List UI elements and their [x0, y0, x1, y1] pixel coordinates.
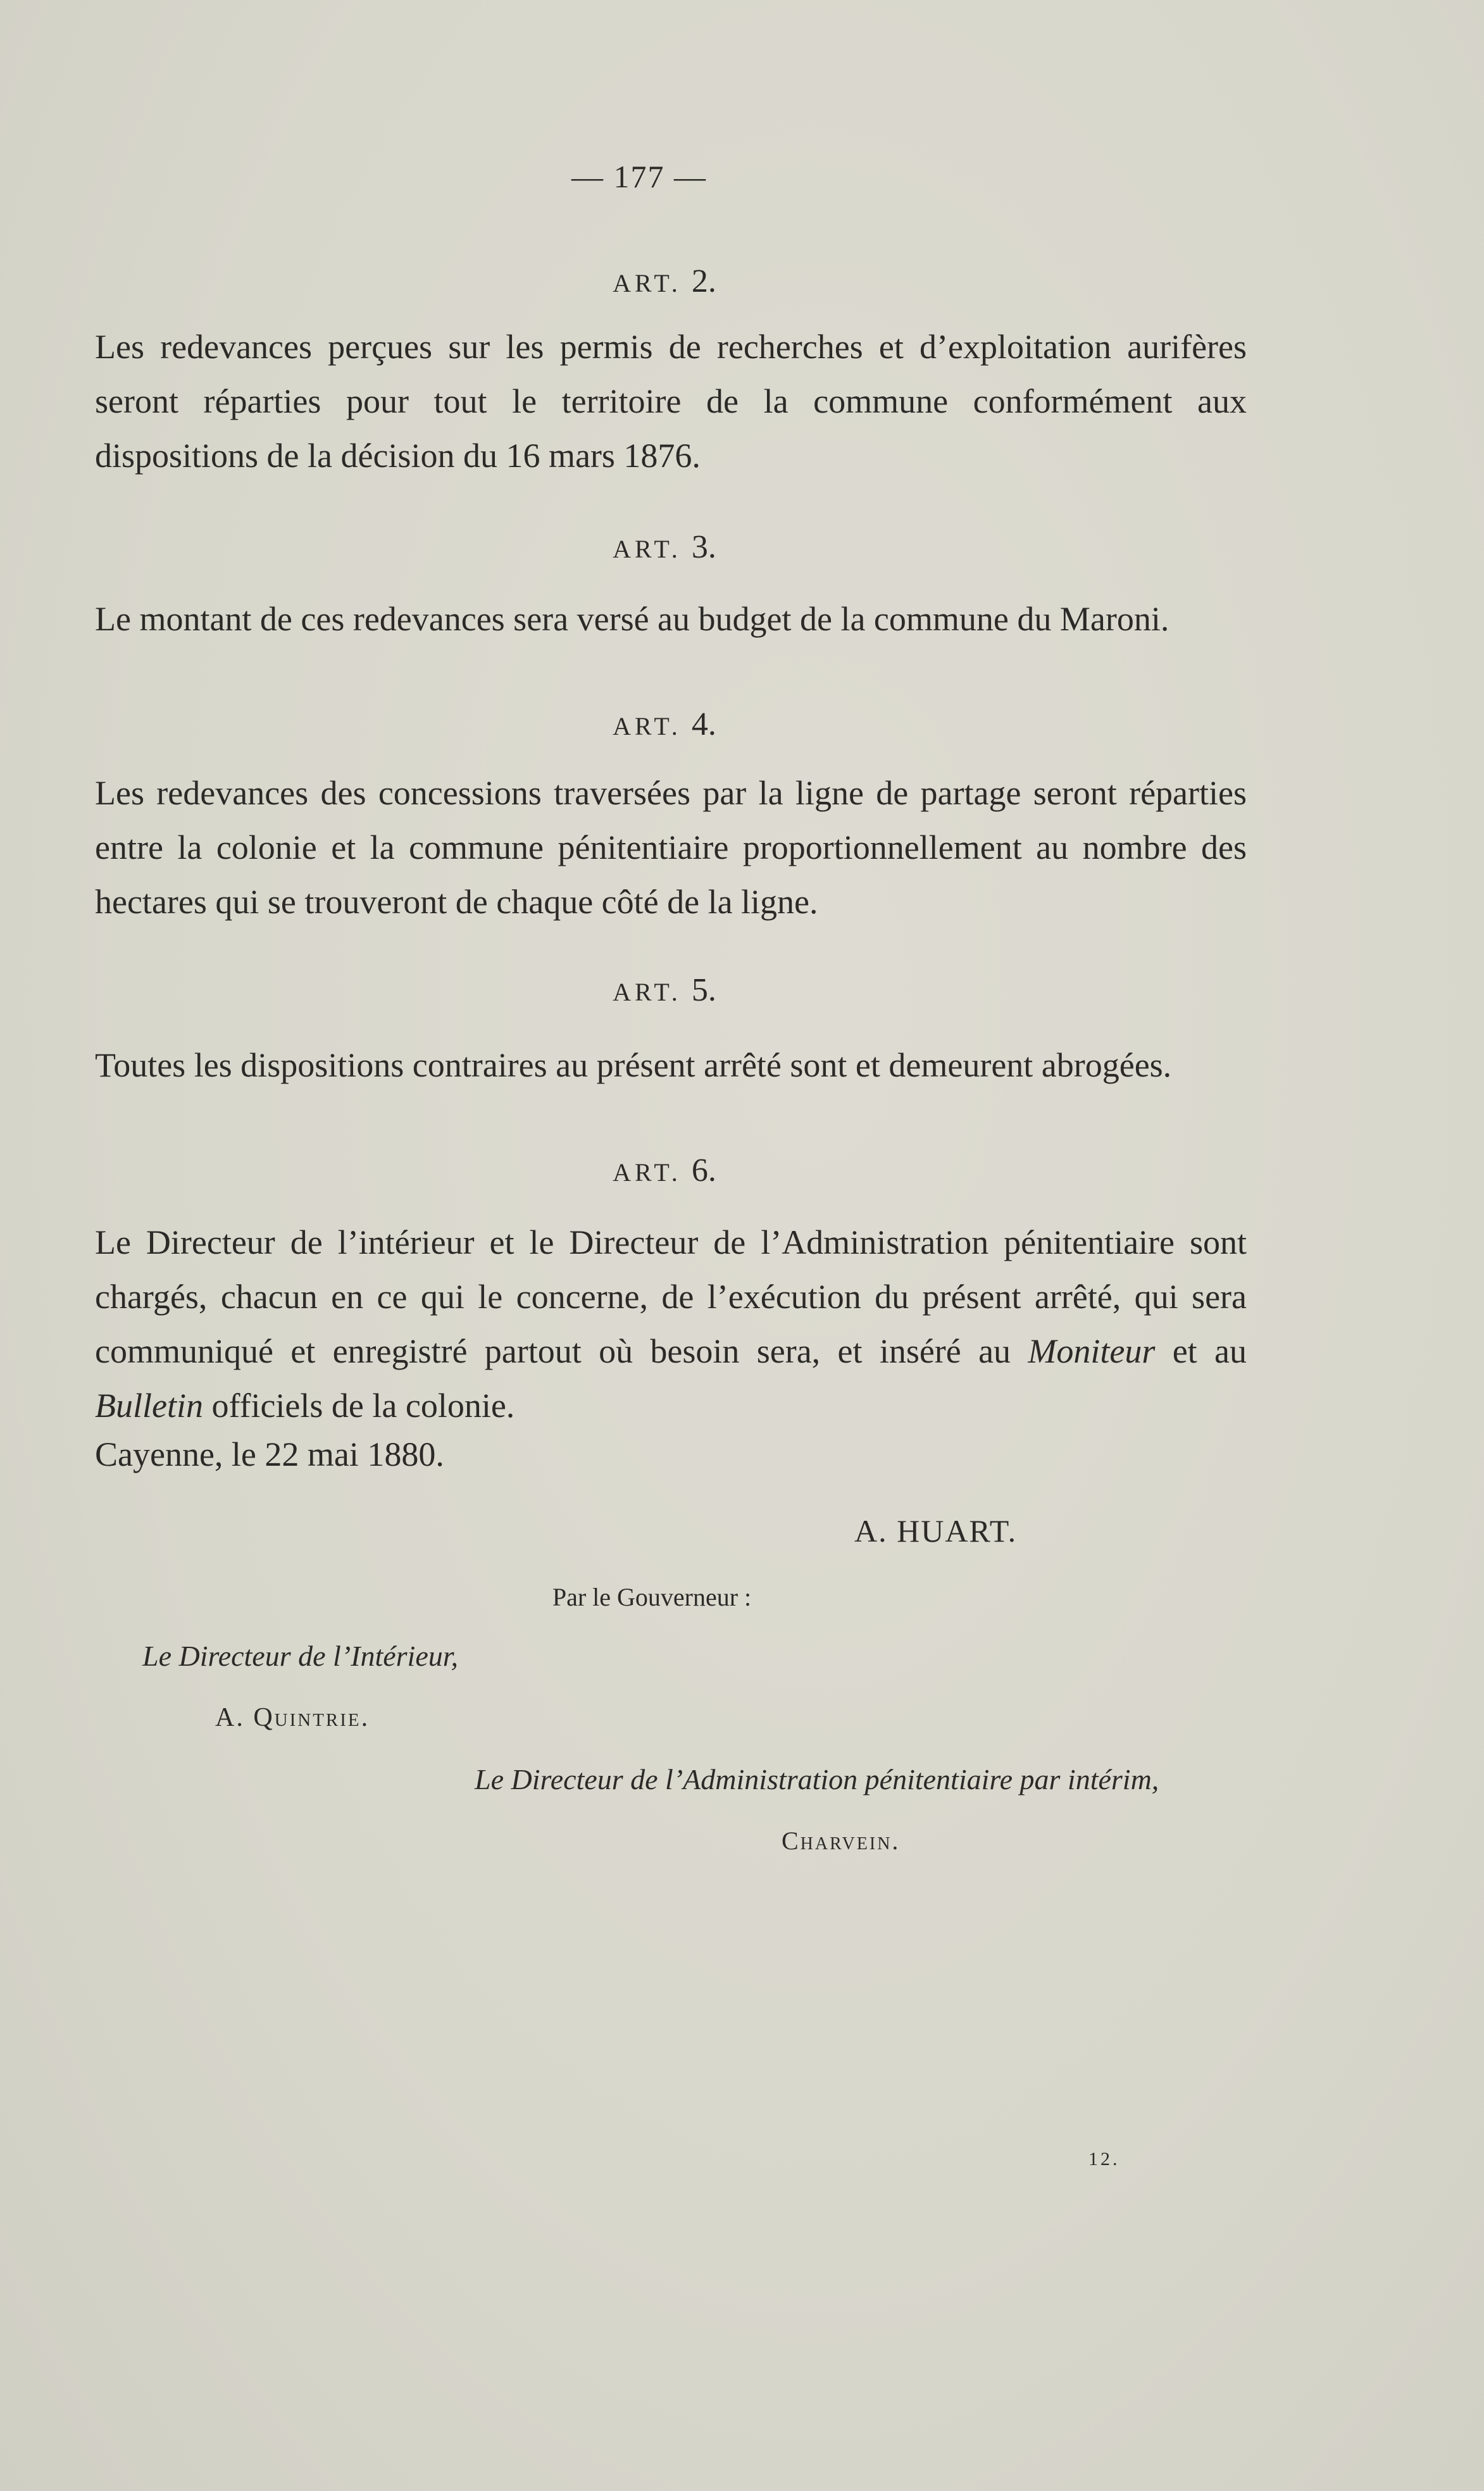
article-3-text: Le montant de ces redevances sera versé au budget de la commune du Maroni. — [95, 600, 1169, 638]
article-3-heading — [0, 528, 1329, 566]
moniteur-italic: Moniteur — [1028, 1332, 1156, 1370]
article-heading-prefix: ART. — [613, 978, 682, 1006]
place-date: Cayenne, le 22 mai 1880. — [95, 1435, 444, 1473]
article-heading-number: 3. — [691, 529, 716, 565]
article-6-heading — [0, 1152, 1329, 1189]
by-governor-label: Par le Gouverneur : — [552, 1583, 752, 1611]
article-6-text-part: officiels de la colonie. — [203, 1387, 515, 1425]
article-6-text-part: et au — [1155, 1332, 1247, 1370]
article-4-heading — [0, 706, 1329, 743]
director-interior-title: Le Directeur de l’Intérieur, — [142, 1640, 459, 1672]
sheet-signature-mark: 12. — [1088, 2149, 1120, 2169]
article-heading-prefix: ART. — [613, 269, 682, 297]
director-admin-name: Charvein. — [782, 1826, 901, 1855]
article-heading-prefix: ART. — [613, 1158, 682, 1187]
article-6-text — [95, 1215, 1247, 1433]
article-heading-number: 5. — [691, 972, 716, 1008]
page-number: — 177 — — [571, 159, 707, 194]
article-heading-prefix: ART. — [613, 712, 682, 740]
article-heading-prefix: ART. — [613, 535, 682, 563]
article-2-text: Les redevances perçues sur les permis de recherches et d’exploitation aurifères seront réparties pour tout le territoire de la commune conformément aux dispositions de la décision du 16 mars 1876. — [95, 328, 1247, 475]
signature-governor: A. HUART. — [854, 1513, 1018, 1549]
article-5-text: Toutes les dispositions contraires au présent arrêté sont et demeurent abrogées. — [95, 1046, 1172, 1084]
article-6-text-part: Le Directeur de l’intérieur et le Directeur de l’Administration pénitentiaire sont chargés, chacun en ce qui le concerne, de l’exécution du présent arrêté, qui sera communiqué et enregistré partout où besoin sera, et inséré au — [95, 1223, 1247, 1370]
director-admin-title: Le Directeur de l’Administration pénitentiaire par intérim, — [475, 1763, 1159, 1795]
article-heading-number: 2. — [691, 263, 716, 299]
article-heading-number: 4. — [691, 706, 716, 742]
article-heading-number: 6. — [691, 1152, 716, 1189]
bulletin-italic: Bulletin — [95, 1387, 203, 1425]
director-interior-name: A. Quintrie. — [215, 1703, 370, 1732]
article-5-heading — [0, 971, 1329, 1009]
article-2-heading — [0, 263, 1329, 300]
article-4-text: Les redevances des concessions traversées par la ligne de partage seront réparties entre la colonie et la commune pénitentiaire proportionnellement au nombre des hectares qui se trouveront de chaque côté de la ligne. — [95, 774, 1247, 921]
